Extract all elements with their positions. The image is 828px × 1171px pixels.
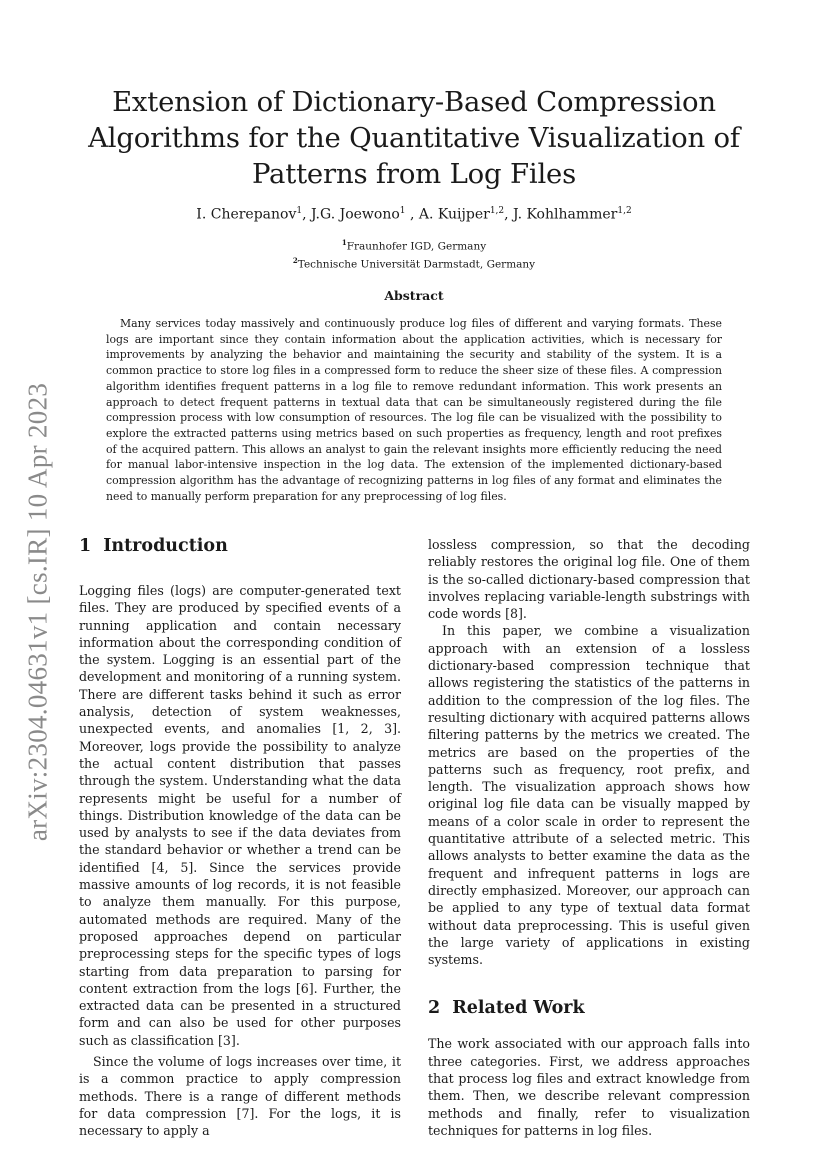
affiliation-text: Technische Universität Darmstadt, Germany <box>297 258 536 270</box>
affiliation-line <box>60 254 768 272</box>
affiliation-line <box>60 236 768 254</box>
abstract-heading: Abstract <box>384 288 444 303</box>
section-number: 2 <box>428 998 441 1019</box>
author-name: J.G. Joewono <box>311 206 400 223</box>
affiliation-mark: 2 <box>292 255 298 265</box>
intro-paragraph-2: Since the volume of logs increases over time, it is a common practice to apply compression methods. There is a range of different methods for data compression [7]. For the logs, it is necessary to apply a <box>79 1054 401 1139</box>
author-affil-mark: 1,2 <box>617 206 632 216</box>
arxiv-sidebar <box>18 372 58 852</box>
author-separator: , <box>504 206 514 223</box>
author-name: J. Kohlhammer <box>513 206 618 223</box>
paper-title: Extension of Dictionary-Based Compression Algorithms for the Quantitative Visualization of Patterns from Log Files <box>88 86 740 190</box>
right-column <box>428 536 750 1139</box>
intro-paragraph-1: Logging files (logs) are computer-generated text files. They are produced by specified events of a running application and contain necessary information about the corresponding condition of the system. Logging is an essential part of the development and monitoring of a running system. There are different tasks behind it such as error analysis, detection of system weaknesses, unexpected events, and anomalies [1, 2, 3]. Moreover, logs provide the possibility to analyze the actual content distribution that passes through the system. Understanding what the data represents might be useful for a number of things. Distribution knowledge of the data can be used by analysts to see if the data deviates from the standard behavior or whether a trend can be identified [4, 5]. Since the services provide massive amounts of log records, it is not feasible to analyze them manually. For this purpose, automated methods are required. Many of the proposed approaches depend on particular preprocessing steps for the specific types of logs starting from data preparation to parsing for content extraction from the logs [6]. Further, the extracted data can be presented in a structured form and can also be used for other purposes such as classification [3]. <box>79 583 401 1048</box>
section-heading-introduction <box>79 536 401 556</box>
affiliation-mark: 1 <box>341 238 347 247</box>
section-heading-related-work <box>428 998 750 1018</box>
section-title: Related Work <box>452 998 585 1019</box>
affiliation-list <box>60 236 768 271</box>
affiliation-text: Fraunhofer IGD, Germany <box>346 240 487 253</box>
arxiv-identifier: arXiv:2304.04631v1 [cs.IR] 10 Apr 2023 <box>22 382 53 842</box>
intro-paragraph-3: lossless compression, so that the decoding reliably restores the original log file. One of them is the so-called dictionary-based compression that involves replacing variable-length substrings with code words [8]. <box>428 537 750 622</box>
author-separator: , <box>405 206 419 223</box>
author-name: I. Cherepanov <box>196 206 297 223</box>
intro-paragraph-4: In this paper, we combine a visualization approach with an extension of a lossless dictionary-based compression technique that allows registering the statistics of the patterns in addition to the compression of the log files. The resulting dictionary with acquired patterns allows filtering patterns by the metrics we created. The metrics are based on the properties of the patterns such as frequency, root prefix, and length. The visualization approach shows how original log file data can be visually mapped by means of a color scale in order to represent the quantitative attribute of a selected metric. This allows analysts to better examine the data as the frequent and infrequent patterns in logs are directly emphasized. Moreover, our approach can be applied to any type of textual data format without data preprocessing. This is useful given the large variety of applications in existing systems. <box>428 623 750 968</box>
author-affil-mark: 1 <box>399 206 406 216</box>
author-separator: , <box>302 206 312 223</box>
section-title: Introduction <box>103 536 228 556</box>
left-column <box>79 536 401 1140</box>
related-paragraph-1: The work associated with our approach falls into three categories. First, we address approaches that process log files and extract knowledge from them. Then, we describe relevant compression methods and finally, refer to visualization techniques for patterns in log files. <box>428 1036 750 1138</box>
author-affil-mark: 1,2 <box>489 206 505 216</box>
abstract-text: Many services today massively and continuously produce log files of different and varying formats. These logs are important since they contain information about the application activities, which is necessary for improvements by analyzing the behavior and maintaining the security and stability of the system. It is a common practice to store log files in a compressed form to reduce the sheer size of these files. A compression algorithm identifies frequent patterns in a log file to remove redundant information. This work presents an approach to detect frequent patterns in textual data that can be simultaneously registered during the file compression process with low consumption of resources. The log file can be visualized with the possibility to explore the extracted patterns using metrics based on such properties as frequency, length and root prefixes of the acquired pattern. This allows an analyst to gain the relevant insights more efficiently reducing the need for manual labor-intensive inspection in the log data. The extension of the implemented dictionary-based compression algorithm has the advantage of recognizing patterns in log files of any format and eliminates the need to manually perform preparation for any preprocessing of log files. <box>106 317 722 503</box>
author-list <box>60 202 768 224</box>
author-affil-mark: 1 <box>296 206 303 216</box>
author-name: A. Kuijper <box>418 206 490 223</box>
section-number: 1 <box>79 536 92 556</box>
